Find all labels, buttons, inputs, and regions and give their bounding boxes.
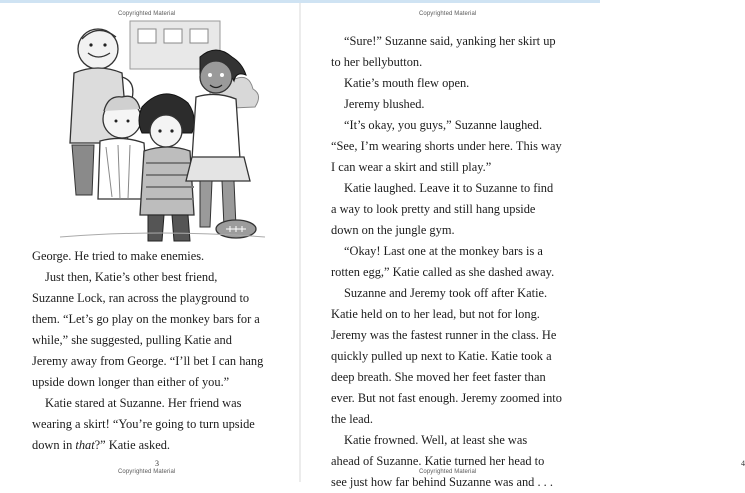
text-line: Katie stared at Suzanne. Her friend was (45, 396, 242, 410)
text-line: wearing a skirt! “You’re going to turn upside (32, 417, 255, 431)
text-line: “See, I’m wearing shorts under here. This way (331, 139, 562, 153)
text-line: “Sure!” Suzanne said, yanking her skirt up (344, 34, 556, 48)
text-line: ever. But not fast enough. Jeremy zoomed into (331, 391, 562, 405)
text-line: rotten egg,” Katie called as she dashed away. (331, 265, 555, 279)
text-line: “It’s okay, you guys,” Suzanne laughed. (344, 118, 543, 132)
text-line: “Okay! Last one at the monkey bars is a (344, 244, 543, 258)
text-line: them. “Let’s go play on the monkey bars for a (32, 312, 260, 326)
text-line: Suzanne and Jeremy took off after Katie. (344, 286, 548, 300)
copyright-watermark-top: Copyrighted Material (118, 11, 176, 17)
text-line: while,” she suggested, pulling Katie and (32, 333, 232, 347)
text-line: deep breath. She moved her feet faster than (331, 370, 546, 384)
text-line: Jeremy was the fastest runner in the class. He (331, 328, 557, 342)
text-line: down on the jungle gym. (331, 223, 455, 237)
text-line: Katie laughed. Leave it to Suzanne to find (344, 181, 554, 195)
text-line: to her bellybutton. (331, 55, 423, 69)
page-number-left: 3 (155, 459, 159, 468)
text-line: Katie’s mouth flew open. (344, 76, 470, 90)
last-line-before: down in (32, 438, 76, 452)
text-line: ahead of Suzanne. Katie turned her head to (331, 454, 545, 468)
children-playground-illustration (60, 17, 265, 247)
text-line-last (32, 435, 297, 456)
copyright-watermark-bottom: Copyrighted Material (419, 469, 477, 475)
right-page (301, 3, 745, 489)
last-line-italic: that (75, 438, 95, 452)
text-line: I can wear a skirt and still play.” (331, 160, 492, 174)
text-line: Just then, Katie’s other best friend, (45, 270, 218, 284)
text-line: Katie frowned. Well, at least she was (344, 433, 528, 447)
text-line: see just how far behind Suzanne was and . . . (331, 475, 553, 489)
text-line: George. He tried to make enemies. (32, 249, 205, 263)
text-line: a way to look pretty and still hang upside (331, 202, 536, 216)
text-line: upside down longer than either of you.” (32, 375, 230, 389)
left-page-text (32, 246, 297, 456)
text-line: quickly pulled up next to Katie. Katie took a (331, 349, 552, 363)
left-page (0, 3, 299, 482)
last-line-after: ?” Katie asked. (94, 438, 170, 452)
page-number-right: 4 (741, 459, 745, 468)
text-line: Jeremy blushed. (344, 97, 425, 111)
right-page-text (331, 31, 597, 493)
copyright-watermark-top: Copyrighted Material (419, 11, 477, 17)
text-line: the lead. (331, 412, 373, 426)
text-line: Katie held on to her lead, but not for long. (331, 307, 540, 321)
copyright-watermark-bottom: Copyrighted Material (118, 469, 176, 475)
text-line: Suzanne Lock, ran across the playground to (32, 291, 250, 305)
book-spread (0, 3, 745, 489)
text-line: Jeremy away from George. “I’ll bet I can hang (32, 354, 264, 368)
